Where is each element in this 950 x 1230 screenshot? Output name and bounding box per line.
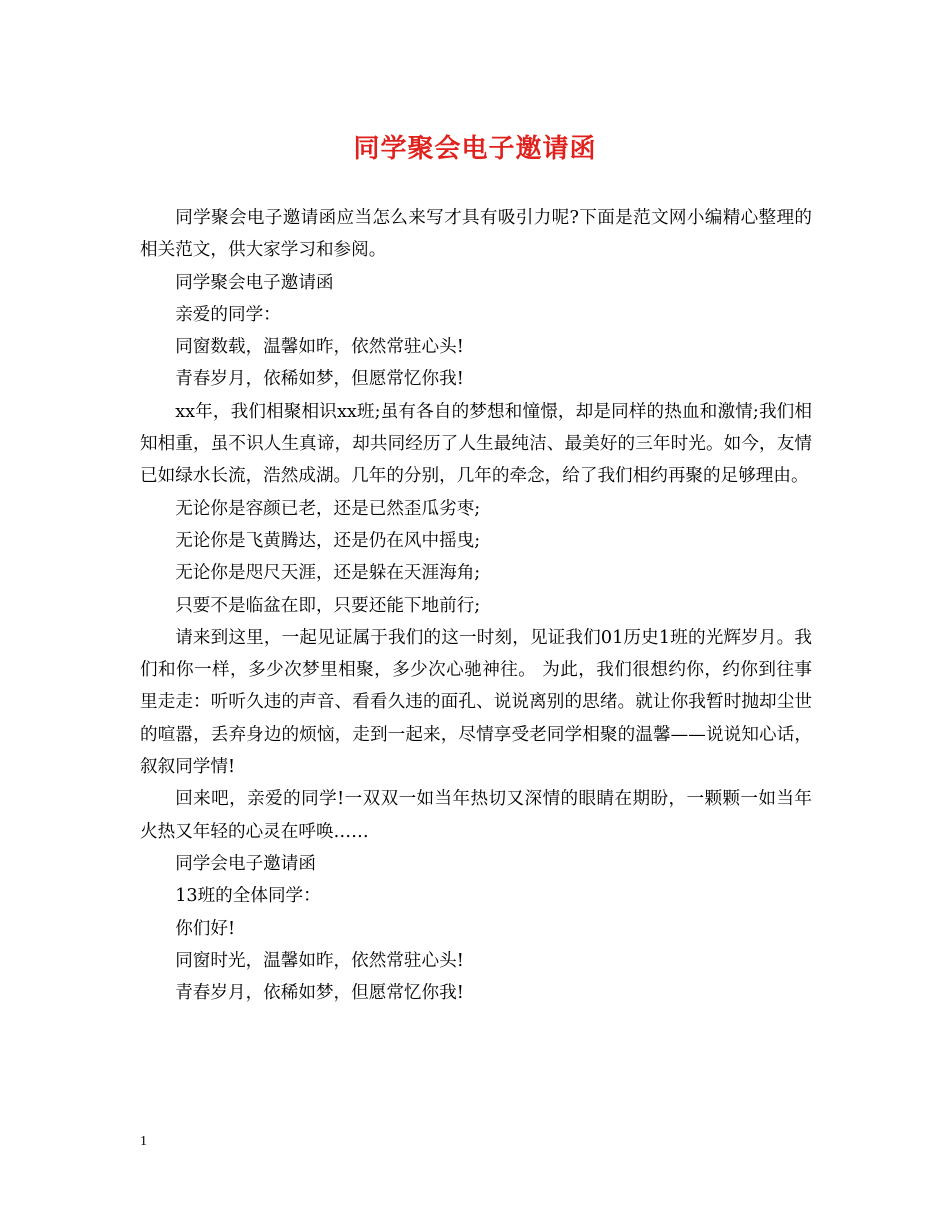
paragraph: 无论你是飞黄腾达，还是仍在风中摇曳; bbox=[175, 530, 481, 551]
paragraph: 同窗时光，温馨如昨，依然常驻心头! bbox=[175, 950, 464, 971]
paragraph: 青春岁月，依稀如梦，但愿常忆你我! bbox=[175, 983, 464, 1004]
paragraph: 同窗数载，温馨如昨，依然常驻心头! bbox=[175, 337, 464, 358]
document-body bbox=[140, 202, 812, 1009]
paragraph: 亲爱的同学： bbox=[175, 304, 281, 325]
paragraph: 青春岁月，依稀如梦，但愿常忆你我! bbox=[175, 369, 464, 390]
paragraph: xx年，我们相聚相识xx班;虽有各自的梦想和憧憬，却是同样的热血和激情;我们相知相重，虽不识人生真谛，却共同经历了人生最纯洁、最美好的三年时光。如今，友情已如绿水长流，浩然成湖。几年的分别，几年的牵念，给了我们相约再聚的足够理由。 bbox=[140, 401, 812, 487]
paragraph: 请来到这里，一起见证属于我们的这一时刻，见证我们01历史1班的光辉岁月。我们和你一样，多少次梦里相聚，多少次心驰神往。 为此，我们很想约你，约你到往事里走走：听听久违的声音、看看久违的面孔、说说离别的思绪。就让你我暂时抛却尘世的喧嚣，丢弃身边的烦恼，走到一起来，尽情享受老同学相聚的温馨——说说知心话，叙叙同学情! bbox=[140, 627, 812, 778]
paragraph: 只要不是临盆在即，只要还能下地前行; bbox=[175, 595, 481, 616]
paragraph: 同学聚会电子邀请函应当怎么来写才具有吸引力呢?下面是范文网小编精心整理的相关范文，供大家学习和参阅。 bbox=[140, 208, 812, 261]
paragraph: 你们好! bbox=[175, 918, 236, 939]
paragraph: 无论你是容颜已老，还是已然歪瓜劣枣; bbox=[175, 498, 481, 519]
paragraph: 13班的全体同学： bbox=[175, 886, 321, 907]
paragraph: 回来吧，亲爱的同学!一双双一如当年热切又深情的眼睛在期盼，一颗颗一如当年火热又年轻的心灵在呼唤…… bbox=[140, 789, 812, 842]
paragraph: 同学会电子邀请函 bbox=[175, 853, 316, 874]
paragraph: 无论你是咫尺天涯，还是躲在天涯海角; bbox=[175, 563, 481, 584]
document-title: 同学聚会电子邀请函 bbox=[353, 134, 597, 164]
page-number: 1 bbox=[140, 1134, 147, 1149]
paragraph: 同学聚会电子邀请函 bbox=[175, 272, 334, 293]
